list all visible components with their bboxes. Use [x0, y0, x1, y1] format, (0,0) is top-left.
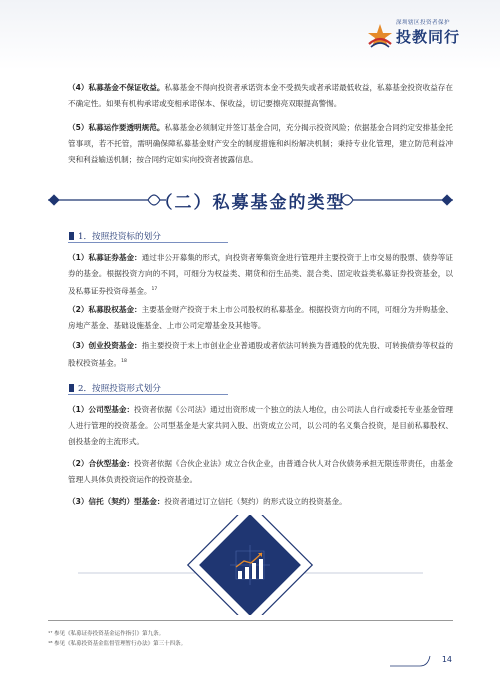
paragraph-4	[68, 80, 453, 112]
item-body: 主要基金财产投资于未上市公司股权的私募基金。根据投资方向的不同，可细分为并购基金、房地产基金、基础设施基金、上市公司定增基金及其他等。	[68, 305, 453, 330]
paragraph-body: 私募基金必须制定并签订基金合同，充分揭示投资风险；依据基金合同约定安排基金托管事项，若不托管，需明确保障私募基金财产安全的制度措施和纠纷解决机制；秉持专业化管理，建立防范利益冲突和利益输送机制；按合同约定如实向投资者披露信息。	[68, 123, 453, 164]
item-body: 通过非公开募集的形式，向投资者筹集资金进行管理并主要投资于上市交易的股票、债券等证券的基金。根据投资方向的不同，可细分为权益类、期货和衍生品类、混合类、固定收益类私募证券投资基金，以及私募证券投资母基金。	[68, 253, 453, 296]
subsection-title: 2．按照投资形式划分	[78, 384, 161, 394]
heading-marker-icon	[68, 383, 76, 393]
section-banner	[48, 181, 453, 219]
list-item	[68, 302, 453, 334]
footnote-18: ¹⁸ 参见《私募投资基金监督管理暂行办法》第三十四条。	[48, 641, 187, 647]
footnote-ref[interactable]: 18	[121, 359, 127, 364]
brand-logo	[366, 16, 476, 56]
item-body: 指主要投资于未上市创业企业普通股或者依法可转换为普通股的优先股、可转换债券等权益的股权投资基金。	[68, 341, 453, 368]
paragraph-5	[68, 120, 453, 168]
logo-tagline: 深圳辖区投资者保护	[396, 20, 451, 26]
heading-underline	[68, 394, 228, 395]
subsection-title: 1．按照投资标的划分	[78, 232, 161, 242]
item-lead: （2）私募股权基金：	[68, 305, 142, 314]
paragraph-body: 私募基金不得向投资者承诺资本金不受损失或者承诺最低收益，私募基金投资收益存在不确定性。如果有机构承诺或变相承诺保本、保收益，切记要擦亮双眼提高警惕。	[68, 83, 453, 108]
list-item	[68, 494, 453, 510]
item-body: 投资者依据《公司法》通过出资形成一个独立的法人地位，由公司法人自行或委托专业基金管理人进行管理的投资基金。公司型基金是大家共同入股、出资成立公司，以公司的名义集合投资，是目前私募股权、创投基金的主流形式。	[68, 405, 453, 446]
list-item	[68, 402, 453, 450]
item-lead: （3）创业投资基金：	[68, 341, 142, 350]
item-body: 投资者依据《合伙企业法》成立合伙企业，由普通合伙人对合伙债务承担无限连带责任，由基金管理人具体负责投资运作的投资基金。	[68, 459, 453, 484]
page-corner-ornament	[390, 648, 440, 668]
paragraph-lead: （5）私募运作要透明规范。	[68, 123, 165, 132]
list-item	[68, 250, 453, 300]
decorative-emblem	[48, 515, 453, 615]
paragraph-lead: （4）私募基金不保证收益。	[68, 83, 165, 92]
list-item	[68, 338, 453, 372]
section-title: （二）私募基金的类型	[155, 193, 346, 213]
page-number: 14	[441, 655, 452, 664]
list-item	[68, 456, 453, 488]
footnote-ref[interactable]: 17	[151, 287, 158, 292]
item-lead: （2）合伙型基金：	[68, 459, 135, 468]
item-lead: （3）信托（契约）型基金：	[68, 497, 165, 506]
item-lead: （1）公司型基金：	[68, 405, 135, 414]
item-body: 投资者通过订立信托（契约）的形式设立的投资基金。	[164, 497, 347, 506]
logo-brand: 投教同行	[396, 28, 461, 46]
subsection-heading	[68, 228, 228, 245]
footnote-17: ¹⁷ 参见《私募证券投资基金运作指引》第九条。	[48, 631, 165, 637]
brand-logo-icon	[366, 22, 394, 50]
item-lead: （1）私募证券基金：	[68, 253, 142, 262]
subsection-heading	[68, 380, 228, 397]
heading-underline	[68, 242, 228, 243]
footnotes	[48, 620, 453, 649]
heading-marker-icon	[68, 231, 76, 241]
chart-emblem-icon	[48, 515, 453, 615]
